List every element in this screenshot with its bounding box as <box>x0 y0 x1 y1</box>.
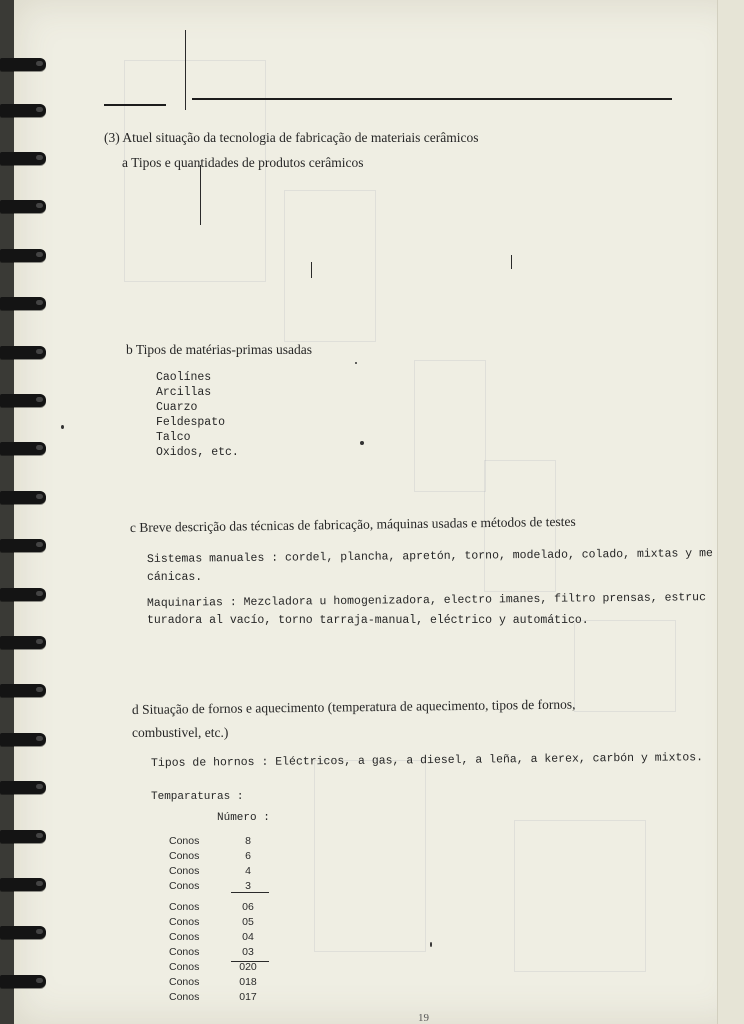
cone-number: 06 <box>242 901 254 913</box>
cone-label: Conos <box>169 961 200 973</box>
sistemas-manuales-line2: cánicas. <box>147 571 203 584</box>
binding-coil <box>0 539 46 552</box>
spiral-binding <box>0 0 48 1024</box>
binding-coil <box>0 249 46 262</box>
numero-label: Número : <box>217 812 270 824</box>
margin-mark <box>185 30 186 110</box>
binding-coil <box>0 926 46 939</box>
binding-coil <box>0 588 46 601</box>
subsection-b-label: b <box>126 342 133 357</box>
binding-coil <box>0 733 46 746</box>
cone-label: Conos <box>169 991 200 1003</box>
section-a-heading: Atuel situação da tecnologia de fabricação de materiais cerâmicos <box>122 130 479 145</box>
bleed-through-box <box>574 620 676 712</box>
binding-coil <box>0 684 46 697</box>
list-item: Cuarzo <box>156 401 198 414</box>
cone-label: Conos <box>169 835 200 847</box>
cone-number: 018 <box>239 976 257 988</box>
cone-label: Conos <box>169 976 200 988</box>
list-item: Caolínes <box>156 371 212 384</box>
list-item: Arcillas <box>156 386 212 399</box>
subsection-c-heading: Breve descrição das técnicas de fabricação, máquinas usadas e métodos de testes <box>139 513 576 535</box>
cone-number: 8 <box>245 835 251 847</box>
ink-speck <box>355 362 357 364</box>
margin-mark <box>200 165 201 225</box>
cone-label: Conos <box>169 931 200 943</box>
document-page <box>14 0 744 1024</box>
underlying-page-edge <box>717 0 744 1024</box>
cone-number: 4 <box>245 865 251 877</box>
binding-coil <box>0 58 46 71</box>
section-d-heading-line1 <box>132 697 576 718</box>
bleed-through-box <box>514 820 646 972</box>
temperaturas-label: Temparaturas : <box>151 791 244 803</box>
cone-number: 05 <box>242 916 254 928</box>
binding-coil <box>0 636 46 649</box>
margin-mark <box>511 255 512 269</box>
header-rule-right <box>192 98 672 100</box>
section-number: (3) <box>104 130 120 145</box>
binding-coil <box>0 200 46 213</box>
cone-label: Conos <box>169 850 200 862</box>
cone-number: 020 <box>239 961 257 973</box>
cone-label: Conos <box>169 880 200 892</box>
subsection-a-heading: Tipos e quantidades de produtos cerâmicos <box>131 155 364 170</box>
cone-separator <box>231 892 269 893</box>
header-rule-left <box>104 104 166 106</box>
section-d-heading-line2: combustivel, etc.) <box>132 725 229 740</box>
binding-coil <box>0 975 46 988</box>
cone-number: 6 <box>245 850 251 862</box>
ink-speck <box>430 942 432 947</box>
maquinarias-line1: Maquinarias : Mezcladora u homogenizadora, electro imanes, filtro prensas, estruc <box>146 591 707 610</box>
binding-coil <box>0 442 46 455</box>
section-a-subheading-line <box>122 155 363 171</box>
cone-label: Conos <box>169 946 200 958</box>
cone-number: 04 <box>242 931 254 943</box>
subsection-d-label: d <box>131 701 139 717</box>
cone-label: Conos <box>169 901 200 913</box>
bleed-through-box <box>284 190 376 342</box>
binding-coil <box>0 830 46 843</box>
binding-coil <box>0 781 46 794</box>
tipos-de-hornos-line: Tipos de hornos : Eléctricos, a gas, a diesel, a leña, a kerex, carbón y mixtos. <box>150 751 704 770</box>
binding-coil <box>0 394 46 407</box>
bleed-through-box <box>124 60 266 282</box>
cone-label: Conos <box>169 865 200 877</box>
ink-speck <box>360 441 364 445</box>
binding-coil <box>0 878 46 891</box>
list-item: Oxidos, etc. <box>156 446 239 459</box>
cone-number: 017 <box>239 991 257 1003</box>
cone-label: Conos <box>169 916 200 928</box>
bleed-through-box <box>314 760 426 952</box>
binding-coil <box>0 491 46 504</box>
list-item: Talco <box>156 431 191 444</box>
sistemas-manuales-line1: Sistemas manuales : cordel, plancha, apretón, torno, modelado, colado, mixtas y me <box>146 547 713 566</box>
bleed-through-box <box>414 360 486 492</box>
subsection-a-label: a <box>122 155 128 170</box>
binding-coil <box>0 152 46 165</box>
binding-coil <box>0 104 46 117</box>
page-number: 19 <box>418 1012 429 1024</box>
binding-coil <box>0 346 46 359</box>
subsection-d-heading: Situação de fornos e aquecimento (temperatura de aquecimento, tipos de fornos, <box>142 696 576 717</box>
cone-number: 03 <box>242 946 254 958</box>
subsection-c-label: c <box>129 519 137 535</box>
section-b-heading-line <box>126 342 312 358</box>
raw-materials-list <box>156 370 239 460</box>
cone-number: 3 <box>245 880 251 892</box>
section-a-heading-line <box>104 130 478 146</box>
margin-mark <box>311 262 312 278</box>
list-item: Feldespato <box>156 416 226 429</box>
subsection-b-heading: Tipos de matérias-primas usadas <box>135 342 312 357</box>
binding-coil <box>0 297 46 310</box>
ink-speck <box>61 425 64 429</box>
maquinarias-line2: turadora al vacío, torno tarraja-manual, eléctrico y automático. <box>147 614 589 627</box>
